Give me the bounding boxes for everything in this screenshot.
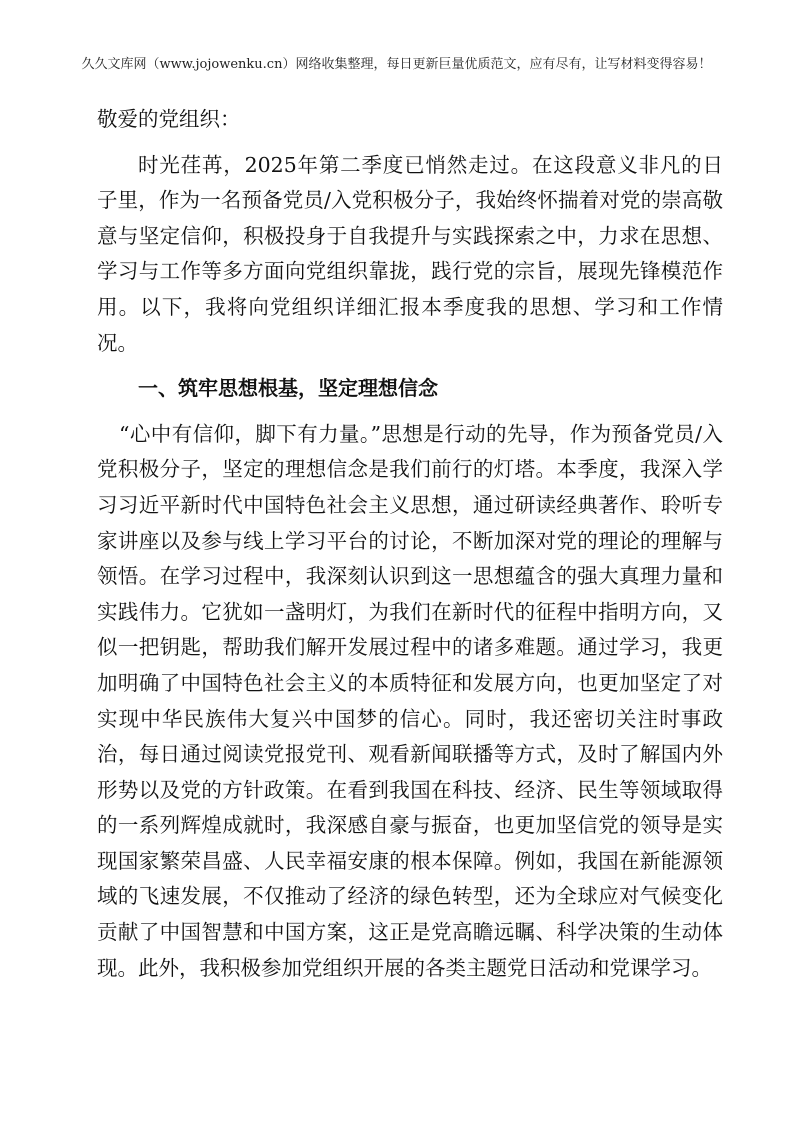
section-heading-1: 一、筑牢思想根基，坚定理想信念 [138, 376, 438, 401]
document-body [97, 102, 723, 986]
salutation: 敬爱的党组织： [97, 107, 241, 131]
header-note: 久久文库网（www.jojowenku.cn）网络收集整理，每日更新巨量优质范文，应有尽有，让写材料变得容易！ [81, 57, 712, 72]
intro-paragraph: 时光荏苒，2025年第二季度已悄然走过。在这段意义非凡的日子里，作为一名预备党员/入党积极分子，我始终怀揣着对党的崇高敬意与坚定信仰，积极投身于自我提升与实践探索之中，力求在思想、学习与工作等多方面向党组织靠拢，践行党的宗旨，展现先锋模范作用。以下，我将向党组织详细汇报本季度我的思想、学习和工作情况。 [97, 152, 723, 355]
section-1-paragraph: “心中有信仰，脚下有力量。”思想是行动的先导，作为预备党员/入党积极分子，坚定的理想信念是我们前行的灯塔。本季度，我深入学习习近平新时代中国特色社会主义思想，通过研读经典著作、聆听专家讲座以及参与线上学习平台的讨论，不断加深对党的理论的理解与领悟。在学习过程中，我深刻认识到这一思想蕴含的强大真理力量和实践伟力。它犹如一盏明灯，为我们在新时代的征程中指明方向，又似一把钥匙，帮助我们解开发展过程中的诸多难题。通过学习，我更加明确了中国特色社会主义的本质特征和发展方向，也更加坚定了对实现中华民族伟大复兴中国梦的信心。同时，我还密切关注时事政治，每日通过阅读党报党刊、观看新闻联播等方式，及时了解国内外形势以及党的方针政策。在看到我国在科技、经济、民生等领域取得的一系列辉煌成就时，我深感自豪与振奋，也更加坚信党的领导是实现国家繁荣昌盛、人民幸福安康的根本保障。例如，我国在新能源领域的飞速发展，不仅推动了经济的绿色转型，还为全球应对气候变化贡献了中国智慧和中国方案，这正是党高瞻远瞩、科学决策的生动体现。此外，我积极参加党组织开展的各类主题党日活动和党课学习。 [97, 421, 723, 980]
